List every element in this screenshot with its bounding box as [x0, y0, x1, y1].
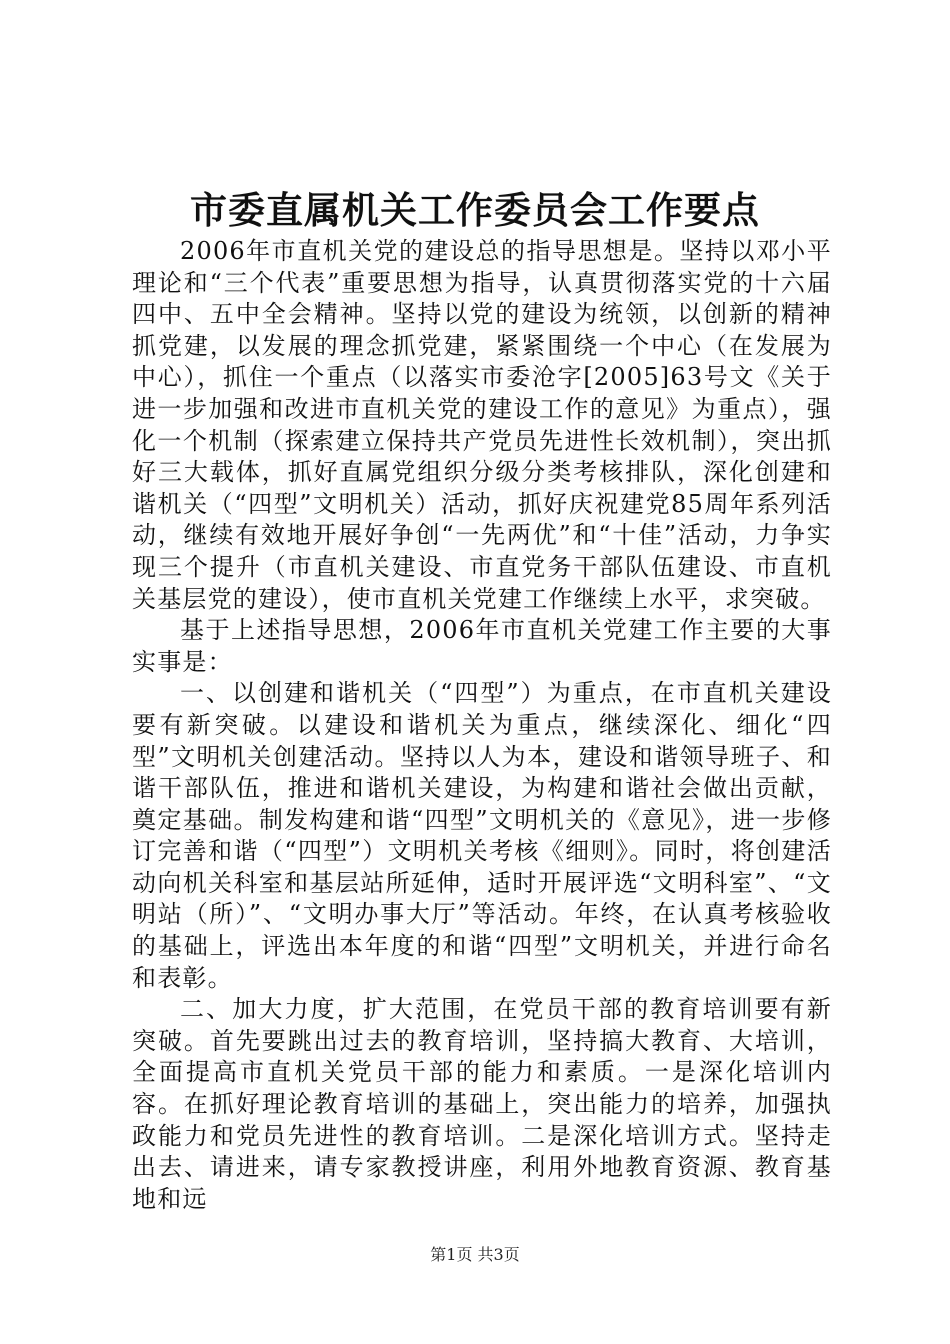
paragraph-item-one: 一、以创建和谐机关（“四型”）为重点，在市直机关建设要有新突破。以建设和谐机关为重点，继续深化、细化“四型”文明机关创建活动。坚持以人为本，建设和谐领导班子、和谐干部队伍，推进和谐机关建设，为构建和谐社会做出贡献，奠定基础。制发构建和谐“四型”文明机关的《意见》，进一步修订完善和谐（“四型”）文明机关考核《细则》。同时，将创建活动向机关科室和基层站所延伸，适时开展评选“文明科室”、“文明站（所）”、“文明办事大厅”等活动。年终，在认真考核验收的基础上，评选出本年度的和谐“四型”文明机关，并进行命名和表彰。 [132, 679, 832, 992]
paragraph-item-two: 二、加大力度，扩大范围，在党员干部的教育培训要有新突破。首先要跳出过去的教育培训，坚持搞大教育、大培训，全面提高市直机关党员干部的能力和素质。一是深化培训内容。在抓好理论教育培训的基础上，突出能力的培养，加强执政能力和党员先进性的教育培训。二是深化培训方式。坚持走出去、请进来，请专家教授讲座，利用外地教育资源、教育基地和远 [132, 995, 832, 1213]
document-title: 市委直属机关工作委员会工作要点 [190, 188, 760, 232]
paragraph-main-tasks-intro: 基于上述指导思想，2006年市直机关党建工作主要的大事实事是： [132, 616, 832, 676]
page-footer: 第1页 共3页 [430, 1245, 520, 1264]
paragraph-guiding-ideology: 2006年市直机关党的建设总的指导思想是。坚持以邓小平理论和“三个代表”重要思想为指导，认真贯彻落实党的十六届四中、五中全会精神。坚持以党的建设为统领，以创新的精神抓党建，以发展的理念抓党建，紧紧围绕一个中心（在发展为中心），抓住一个重点（以落实市委沧字[2005]63号文《关于进一步加强和改进市直机关党的建设工作的意见》为重点），强化一个机制（探索建立保持共产党员先进性长效机制），突出抓好三大载体，抓好直属党组织分级分类考核排队，深化创建和谐机关（“四型”文明机关）活动，抓好庆祝建党85周年系列活动，继续有效地开展好争创“一先两优”和“十佳”活动，力争实现三个提升（市直机关建设、市直党务干部队伍建设、市直机关基层党的建设），使市直机关党建工作继续上水平，求突破。 [132, 237, 832, 613]
document-body [132, 236, 832, 1215]
